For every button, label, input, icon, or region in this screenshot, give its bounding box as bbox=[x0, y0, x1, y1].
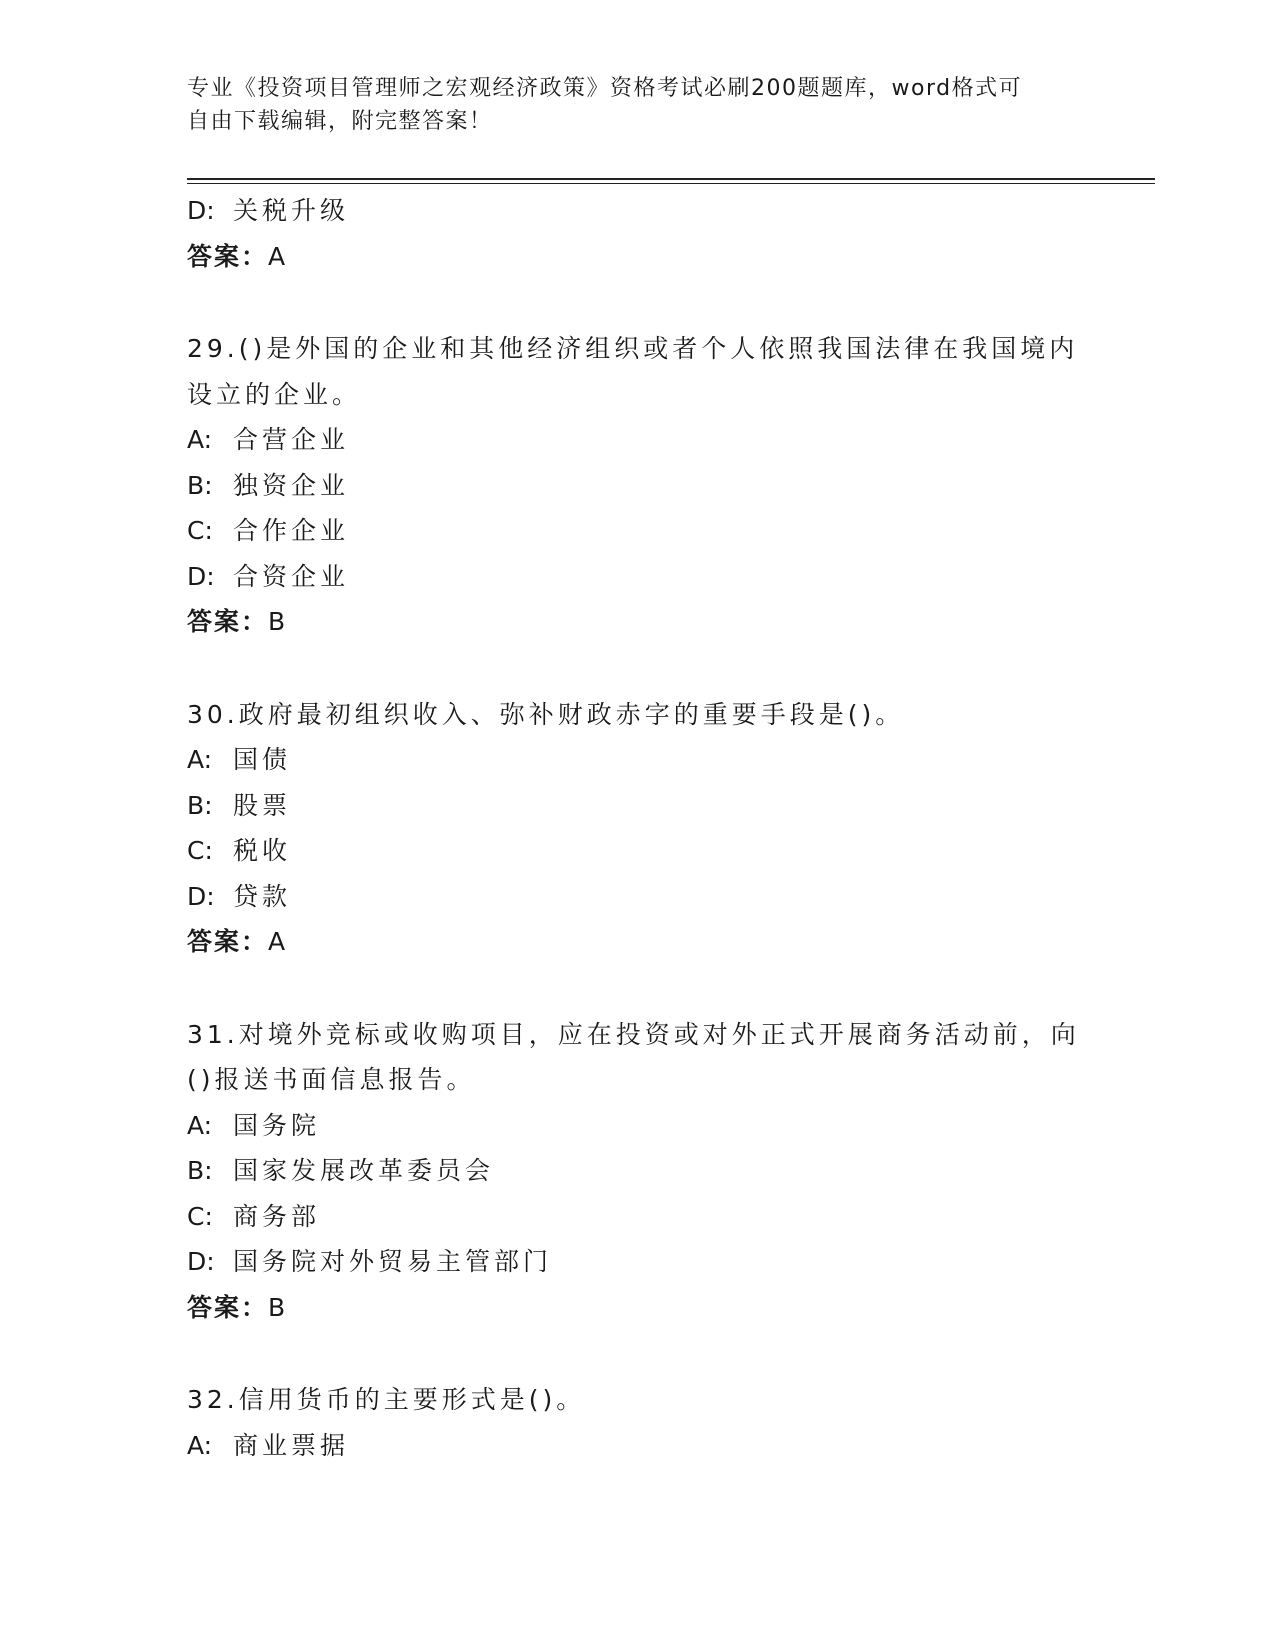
option-a bbox=[187, 417, 1087, 463]
option-key: A: bbox=[187, 425, 213, 454]
answer-label: 答案： bbox=[187, 927, 269, 956]
option-key: A: bbox=[187, 1110, 213, 1140]
option-text: 合资企业 bbox=[233, 561, 350, 591]
answer-line bbox=[187, 919, 1087, 965]
question-29 bbox=[187, 326, 1087, 645]
question-stem-line-1: 30.政府最初组织收入、弥补财政赤字的重要手段是()。 bbox=[187, 699, 905, 729]
option-key: C: bbox=[187, 1201, 213, 1231]
option-d bbox=[187, 554, 1087, 600]
option-text: 国务院 bbox=[233, 1110, 321, 1140]
option-text: 股票 bbox=[233, 790, 292, 820]
option-text: 贷款 bbox=[233, 881, 292, 911]
option-key: C: bbox=[187, 836, 213, 865]
option-key: D: bbox=[187, 881, 215, 911]
answer-label: 答案： bbox=[187, 607, 269, 636]
option-d bbox=[187, 1239, 1087, 1285]
question-stem-line-2: 设立的企业。 bbox=[187, 379, 362, 409]
question-32 bbox=[187, 1377, 1087, 1468]
option-text: 国家发展改革委员会 bbox=[233, 1156, 495, 1185]
question-list bbox=[187, 188, 1087, 1468]
question-stem-line-1: 32.信用货币的主要形式是()。 bbox=[187, 1385, 586, 1414]
header-divider-thick bbox=[187, 178, 1155, 180]
header-divider-thin bbox=[187, 183, 1155, 184]
answer-value: A bbox=[268, 927, 287, 956]
option-text: 合营企业 bbox=[233, 425, 350, 454]
option-d bbox=[187, 874, 1087, 920]
option-key: D: bbox=[187, 1247, 215, 1276]
option-b bbox=[187, 783, 1087, 829]
answer-line bbox=[187, 234, 1087, 280]
option-text: 独资企业 bbox=[233, 470, 350, 500]
option-c bbox=[187, 828, 1087, 874]
option-key: A: bbox=[187, 745, 213, 774]
option-key: D: bbox=[187, 196, 215, 225]
answer-label: 答案： bbox=[187, 241, 269, 271]
option-text: 国务院对外贸易主管部门 bbox=[233, 1247, 553, 1276]
option-text: 商业票据 bbox=[233, 1430, 350, 1460]
answer-value: A bbox=[268, 241, 287, 271]
option-a bbox=[187, 1103, 1087, 1149]
header-title-line-2: 自由下载编辑，附完整答案！ bbox=[187, 109, 493, 134]
answer-line bbox=[187, 599, 1087, 645]
option-d bbox=[187, 188, 1087, 234]
option-key: D: bbox=[187, 561, 215, 591]
page-header bbox=[187, 72, 1087, 138]
header-title-line-1: 专业《投资项目管理师之宏观经济政策》资格考试必刷200题题库，word格式可 bbox=[187, 76, 1023, 101]
answer-line bbox=[187, 1285, 1087, 1331]
option-b bbox=[187, 1148, 1087, 1194]
option-key: B: bbox=[187, 790, 213, 820]
option-b bbox=[187, 463, 1087, 509]
option-key: C: bbox=[187, 516, 213, 545]
option-key: A: bbox=[187, 1430, 213, 1460]
question-28-tail bbox=[187, 188, 1087, 279]
option-text: 商务部 bbox=[233, 1201, 321, 1231]
option-text: 国债 bbox=[233, 745, 292, 774]
option-c bbox=[187, 1194, 1087, 1240]
answer-value: B bbox=[268, 1292, 287, 1322]
option-a bbox=[187, 1423, 1087, 1469]
question-30 bbox=[187, 692, 1087, 965]
option-text: 合作企业 bbox=[233, 516, 350, 545]
option-a bbox=[187, 737, 1087, 783]
option-key: B: bbox=[187, 470, 213, 500]
question-stem-line-1: 31.对境外竞标或收购项目，应在投资或对外正式开展商务活动前，向 bbox=[187, 1019, 1080, 1049]
option-key: B: bbox=[187, 1156, 213, 1185]
option-c bbox=[187, 508, 1087, 554]
answer-value: B bbox=[268, 607, 287, 636]
option-text: 税收 bbox=[233, 836, 292, 865]
answer-label: 答案： bbox=[187, 1292, 269, 1322]
question-stem-line-1: 29.()是外国的企业和其他经济组织或者个人依照我国法律在我国境内 bbox=[187, 334, 1079, 363]
question-stem-line-2: ()报送书面信息报告。 bbox=[187, 1065, 476, 1094]
question-31 bbox=[187, 1012, 1087, 1331]
option-text: 关税升级 bbox=[233, 196, 350, 225]
